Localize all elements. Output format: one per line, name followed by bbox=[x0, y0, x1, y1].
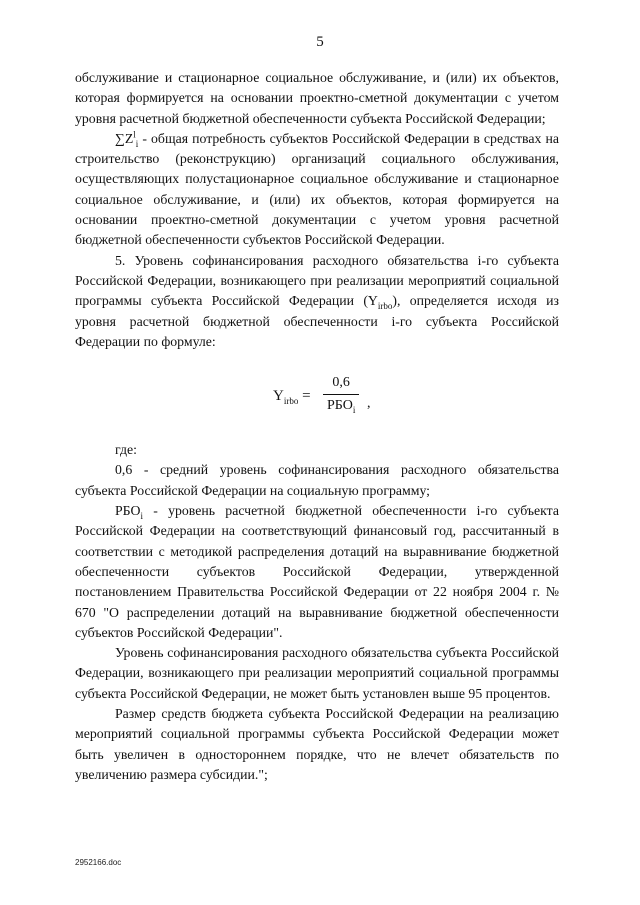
paragraph-average-level: 0,6 - средний уровень софинансирования расходного обязательства субъекта Российской Федерации на социальную программу; bbox=[75, 462, 559, 498]
formula-lhs bbox=[273, 386, 311, 406]
page-number: 5 bbox=[316, 34, 324, 50]
formula bbox=[75, 374, 559, 418]
y-subscript: irbo bbox=[377, 301, 393, 312]
formula-denominator-term: РБО bbox=[327, 398, 353, 414]
document-body bbox=[75, 68, 559, 785]
formula-fraction bbox=[323, 374, 359, 415]
paragraph-5 bbox=[75, 251, 559, 352]
sum-symbol: ∑Z bbox=[115, 130, 134, 146]
paragraph-max-level: Уровень софинансирования расходного обязательства субъекта Российской Федерации, возникающего при реализации мероприятий социальной программы субъекта Российской Федерации, не может быть установлен выше 95 процентов. bbox=[75, 645, 559, 701]
formula-numerator: 0,6 bbox=[332, 375, 350, 391]
formula-equals: = bbox=[298, 388, 311, 405]
paragraph-5-start: 5. Уровень софинансирования расходного обязательства i-го субъекта Российской Федерации, возникающего при реализации мероприятий социальной программы субъекта Российской Федерации (Y bbox=[75, 252, 559, 309]
rbo-term: РБО bbox=[115, 503, 141, 519]
rbo-definition-text: - уровень расчетной бюджетной обеспеченности i-го субъекта Российской Федерации на соответствующий финансовый год, рассчитанный в соответствии с методикой распределения дотаций на выравнивание бюджетной обеспеченности субъектов Российской Федерации, утвержденной постановлением Правительства Российской Федерации от 22 ноября 2004 г. № 670 "О распределении дотаций на выравнивание бюджетной обеспеченности субъектов Российской Федерации". bbox=[75, 503, 559, 640]
where-label: где: bbox=[115, 442, 137, 458]
paragraph-5-end: ), определяется исходя из уровня расчетной бюджетной обеспеченности i-го субъекта Российской Федерации по формуле: bbox=[75, 293, 560, 349]
paragraph-1: обслуживание и стационарное социальное обслуживание, и (или) их объектов, которая формируется на основании проектно-сметной документации с учетом уровня расчетной бюджетной обеспеченности субъекта Российской Федерации; bbox=[75, 70, 559, 126]
formula-denominator bbox=[323, 397, 359, 415]
paragraph-sum-definition bbox=[75, 129, 559, 251]
formula-tail: , bbox=[367, 396, 371, 412]
paragraph-rbo-definition bbox=[75, 501, 559, 643]
footer-filename: 2952166.doc bbox=[75, 858, 122, 867]
fraction-bar bbox=[323, 394, 359, 395]
rbo-subscript: i bbox=[140, 510, 143, 521]
formula-y: Y bbox=[273, 388, 284, 405]
sum-superscript: l bbox=[133, 129, 136, 140]
sum-subscript: i bbox=[135, 138, 139, 149]
paragraph-budget-increase: Размер средств бюджета субъекта Российской Федерации на реализацию мероприятий социальной программы субъекта Российской Федерации может быть увеличен в одностороннем порядке, что не влечет обязательств по увеличению размера субсидии."; bbox=[75, 706, 559, 782]
sum-definition-text: - общая потребность субъектов Российской Федерации в средствах на строительство (реконструкцию) организаций социального обслуживания, осуществляющих полустационарное социальное обслуживание и стационарное социальное обслуживание, и (или) их объектов, которая формируется на основании проектно-сметной документации с учетом уровня расчетной бюджетной обеспеченности субъектов Российской Федерации. bbox=[75, 130, 559, 248]
formula-denominator-subscript: i bbox=[352, 404, 356, 415]
formula-lhs-subscript: irbo bbox=[283, 396, 299, 407]
